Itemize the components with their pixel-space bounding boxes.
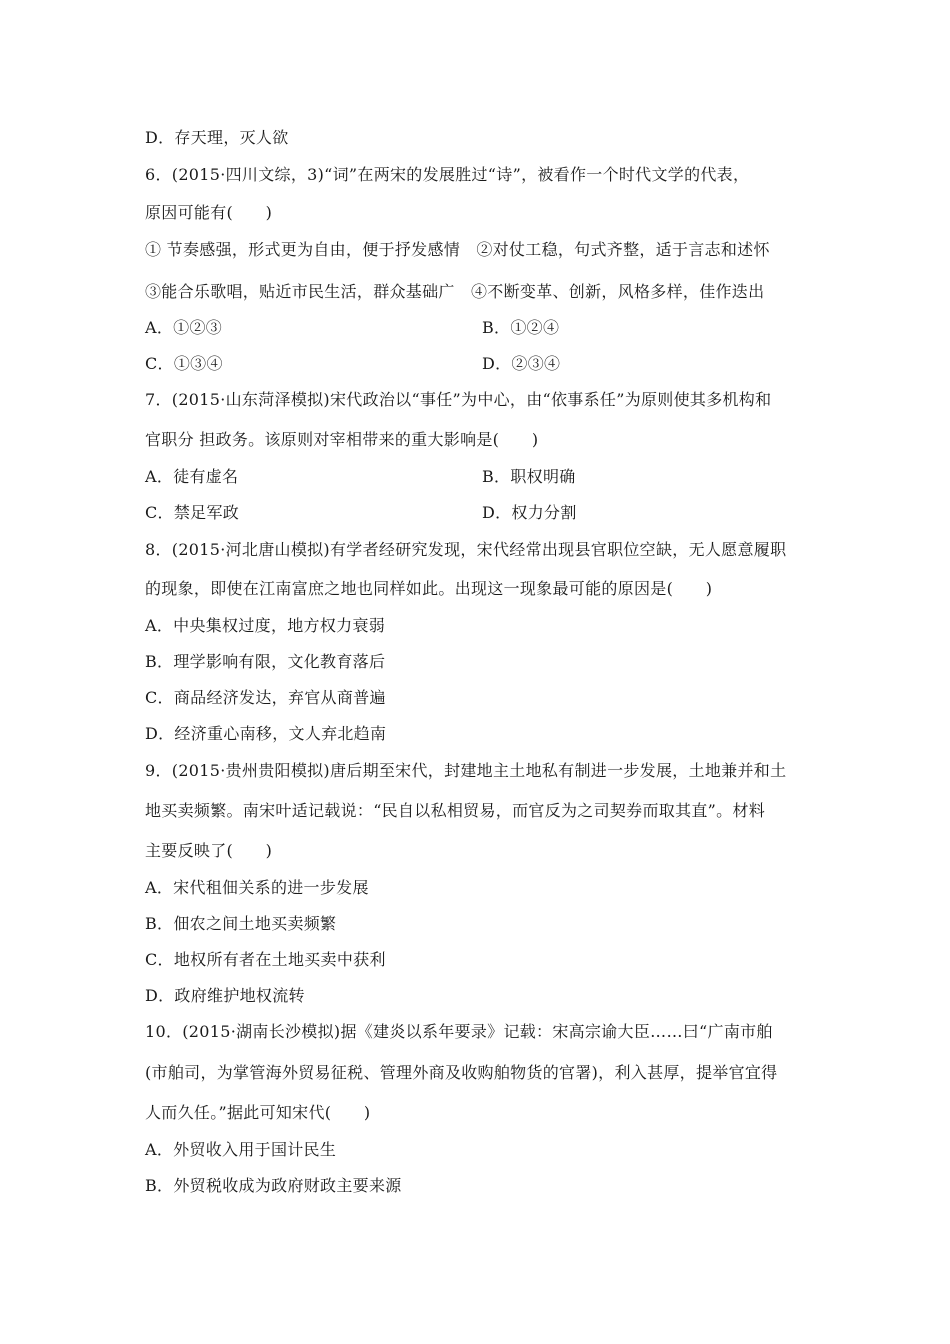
q5-option-d: D．存天理，灭人欲 xyxy=(145,128,289,147)
q8-option-b: B．理学影响有限，文化教育落后 xyxy=(145,652,386,671)
q7-option-c: C．禁足军政 xyxy=(145,503,240,522)
q7-option-b: B．职权明确 xyxy=(482,467,576,486)
q10-stem-line-3: 人而久任。”据此可知宋代( ) xyxy=(145,1103,371,1122)
q9-stem-line-1: 9．(2015·贵州贵阳模拟)唐后期至宋代，封建地主土地私有制进一步发展，土地兼并和土 xyxy=(145,761,787,780)
q6-option-d: D．②③④ xyxy=(482,354,561,373)
q8-option-d: D．经济重心南移，文人弃北趋南 xyxy=(145,724,387,743)
q7-stem-line-2: 官职分 担政务。该原则对宰相带来的重大影响是( ) xyxy=(145,430,539,449)
q7-stem-line-1: 7．(2015·山东菏泽模拟)宋代政治以“事任”为中心，由“依事系任”为原则使其多机构和 xyxy=(145,390,772,409)
q9-option-a: A．宋代租佃关系的进一步发展 xyxy=(145,878,369,897)
q8-stem-line-1: 8．(2015·河北唐山模拟)有学者经研究发现，宋代经常出现县官职位空缺，无人愿意履职 xyxy=(145,540,787,559)
q6-statements-line-1: ① 节奏感强，形式更为自由，便于抒发感情 ②对仗工稳，句式齐整，适于言志和述怀 xyxy=(145,240,770,259)
q9-option-b: B．佃农之间土地买卖频繁 xyxy=(145,914,337,933)
q10-option-b: B．外贸税收成为政府财政主要来源 xyxy=(145,1176,402,1195)
q6-option-b: B．①②④ xyxy=(482,318,560,337)
q6-option-c: C．①③④ xyxy=(145,354,223,373)
q6-stem-line-2: 原因可能有( ) xyxy=(145,203,273,222)
q9-stem-line-2: 地买卖频繁。南宋叶适记载说：“民自以私相贸易，而官反为之司契券而取其直”。材料 xyxy=(145,801,766,820)
q10-stem-line-2: (市舶司，为掌管海外贸易征税、管理外商及收购舶物货的官署)，利入甚厚，提举官宜得 xyxy=(145,1063,778,1082)
q8-stem-line-2: 的现象，即使在江南富庶之地也同样如此。出现这一现象最可能的原因是( ) xyxy=(145,579,713,598)
q7-option-a: A．徒有虚名 xyxy=(145,467,239,486)
q7-option-d: D．权力分割 xyxy=(482,503,577,522)
q6-statements-line-2: ③能合乐歌唱，贴近市民生活，群众基础广 ④不断变革、创新，风格多样，佳作迭出 xyxy=(145,282,765,301)
q8-option-a: A．中央集权过度，地方权力衰弱 xyxy=(145,616,386,635)
q6-stem-line-1: 6．(2015·四川文综，3)“词”在两宋的发展胜过“诗”，被看作一个时代文学的代表， xyxy=(145,165,750,184)
q9-option-d: D．政府维护地权流转 xyxy=(145,986,305,1005)
q8-option-c: C．商品经济发达，弃官从商普遍 xyxy=(145,688,386,707)
q9-option-c: C．地权所有者在土地买卖中获利 xyxy=(145,950,386,969)
q9-stem-line-3: 主要反映了( ) xyxy=(145,841,273,860)
q10-option-a: A．外贸收入用于国计民生 xyxy=(145,1140,337,1159)
q10-stem-line-1: 10．(2015·湖南长沙模拟)据《建炎以系年要录》记载：宋高宗谕大臣……曰“广南市舶 xyxy=(145,1022,773,1041)
q6-option-a: A．①②③ xyxy=(145,318,223,337)
